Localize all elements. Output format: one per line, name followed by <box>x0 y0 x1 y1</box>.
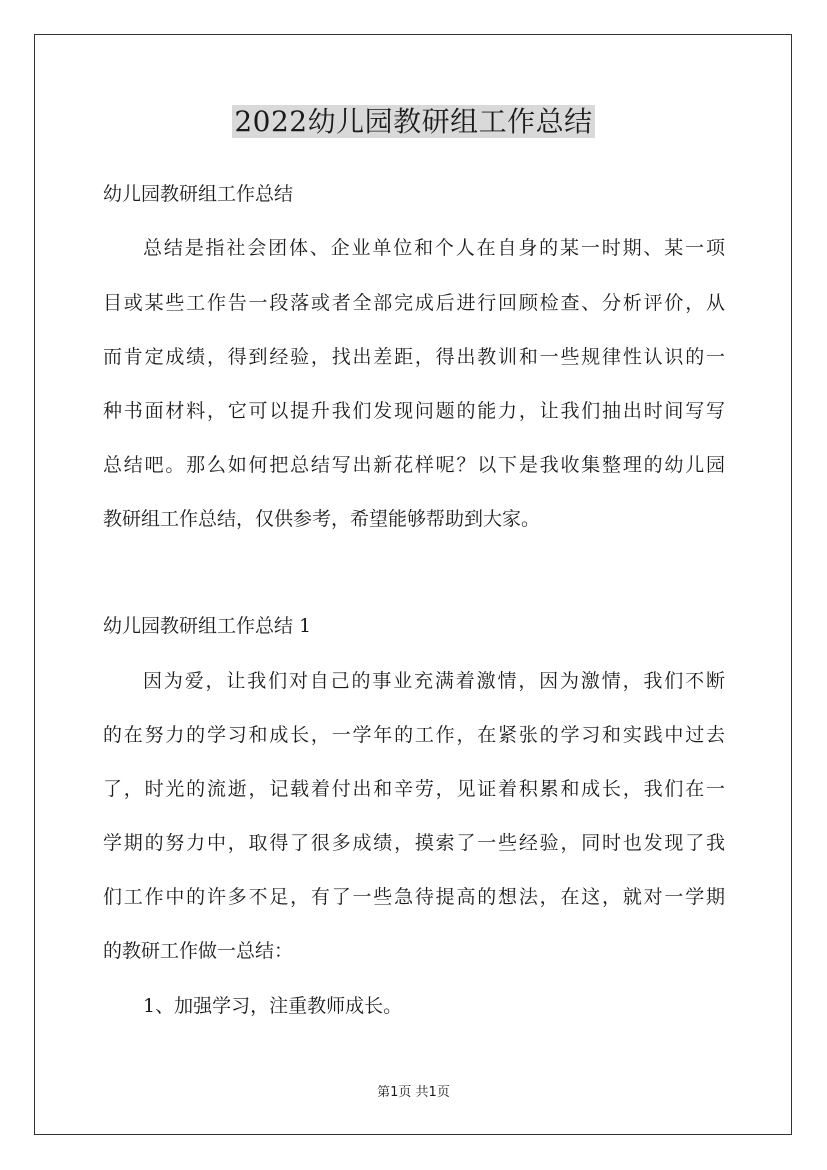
paragraph-line: 种书面材料，它可以提升我们发现问题的能力，让我们抽出时间写写 <box>103 400 725 422</box>
list-item: 1、加强学习，注重教师成长。 <box>143 995 403 1017</box>
paragraph-line: 因为爱，让我们对自己的事业充满着激情，因为激情，我们不断 <box>143 670 725 692</box>
section-heading: 幼儿园教研组工作总结 1 <box>103 615 312 637</box>
paragraph-line: 了，时光的流逝，记载着付出和辛劳，见证着积累和成长，我们在一 <box>103 778 725 800</box>
paragraph-line: 的在努力的学习和成长，一学年的工作，在紧张的学习和实践中过去 <box>103 724 725 746</box>
paragraph-line: 教研组工作总结，仅供参考，希望能够帮助到大家。 <box>103 508 541 530</box>
paragraph-line: 总结是指社会团体、企业单位和个人在自身的某一时期、某一项 <box>143 237 725 259</box>
paragraph-line: 学期的努力中，取得了很多成绩，摸索了一些经验，同时也发现了我 <box>103 832 725 854</box>
page-number: 第1页 共1页 <box>377 1085 450 1100</box>
document-title <box>0 102 827 142</box>
section-heading: 幼儿园教研组工作总结 <box>103 183 294 205</box>
paragraph-line: 目或某些工作告一段落或者全部完成后进行回顾检查、分析评价，从 <box>103 292 725 314</box>
document-title-text: 2022幼儿园教研组工作总结 <box>234 105 593 138</box>
paragraph-line: 的教研工作做一总结： <box>103 940 294 962</box>
paragraph-line: 而肯定成绩，得到经验，找出差距，得出教训和一些规律性认识的一 <box>103 346 725 368</box>
page-footer <box>0 1083 827 1103</box>
paragraph-line: 们工作中的许多不足，有了一些急待提高的想法，在这，就对一学期 <box>103 886 725 908</box>
paragraph-line: 总结吧。那么如何把总结写出新花样呢？以下是我收集整理的幼儿园 <box>103 454 725 476</box>
